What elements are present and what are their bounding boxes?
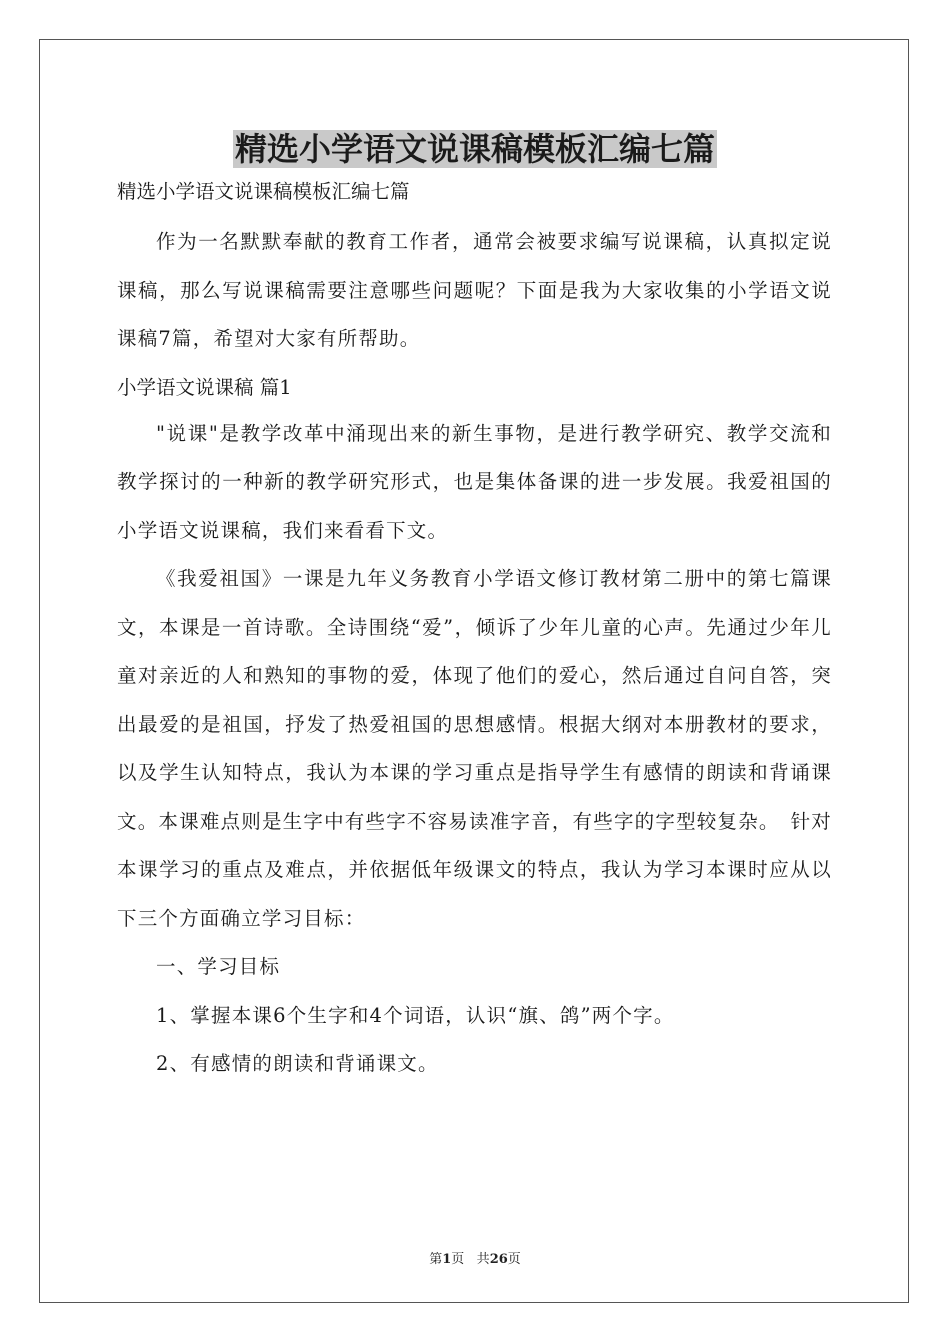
document-subtitle: 精选小学语文说课稿模板汇编七篇 bbox=[117, 180, 410, 203]
page-prefix: 第 bbox=[429, 1252, 443, 1267]
total-suffix: 页 bbox=[507, 1252, 521, 1267]
section-heading: 小学语文说课稿 篇1 bbox=[117, 375, 292, 399]
page-suffix: 页 bbox=[451, 1252, 465, 1267]
goal-item-2: 2、有感情的朗读和背诵课文。 bbox=[156, 1052, 439, 1075]
document-body bbox=[117, 180, 832, 1089]
document-title-text: 精选小学语文说课稿模板汇编七篇 bbox=[234, 130, 715, 168]
document-title bbox=[0, 126, 950, 172]
total-pages: 26 bbox=[489, 1252, 508, 1267]
page-footer bbox=[0, 1248, 950, 1267]
total-prefix: 共 bbox=[476, 1252, 490, 1267]
paragraph-1: "说课"是教学改革中涌现出来的新生事物，是进行教学研究、教学交流和教学探讨的一种新的教学研究形式，也是集体备课的进一步发展。我爱祖国的小学语文说课稿，我们来看看下文。 bbox=[117, 421, 832, 542]
goal-item-1: 1、掌握本课6个生字和4个词语，认识“旗、鸽”两个字。 bbox=[156, 1003, 675, 1027]
paragraph-2: 《我爱祖国》一课是九年义务教育小学语文修订教材第二册中的第七篇课文，本课是一首诗歌。全诗围绕“爱”，倾诉了少年儿童的心声。先通过少年儿童对亲近的人和熟知的事物的爱，体现了他们的爱心，然后通过自问自答，突出最爱的是祖国，抒发了热爱祖国的思想感情。根据大纲对本册教材的要求，以及学生认知特点，我认为本课的学习重点是指导学生有感情的朗读和背诵课文。本课难点则是生字中有些字不容易读准字音，有些字的字型较复杂。 针对本课学习的重点及难点，并依据低年级课文的特点，我认为学习本课时应从以下三个方面确立学习目标： bbox=[117, 567, 832, 930]
page-number: 1 bbox=[442, 1252, 452, 1267]
goal-heading: 一、学习目标 bbox=[156, 955, 281, 978]
intro-paragraph: 作为一名默默奉献的教育工作者，通常会被要求编写说课稿，认真拟定说课稿，那么写说课稿需要注意哪些问题呢？下面是我为大家收集的小学语文说课稿7篇，希望对大家有所帮助。 bbox=[117, 230, 832, 350]
